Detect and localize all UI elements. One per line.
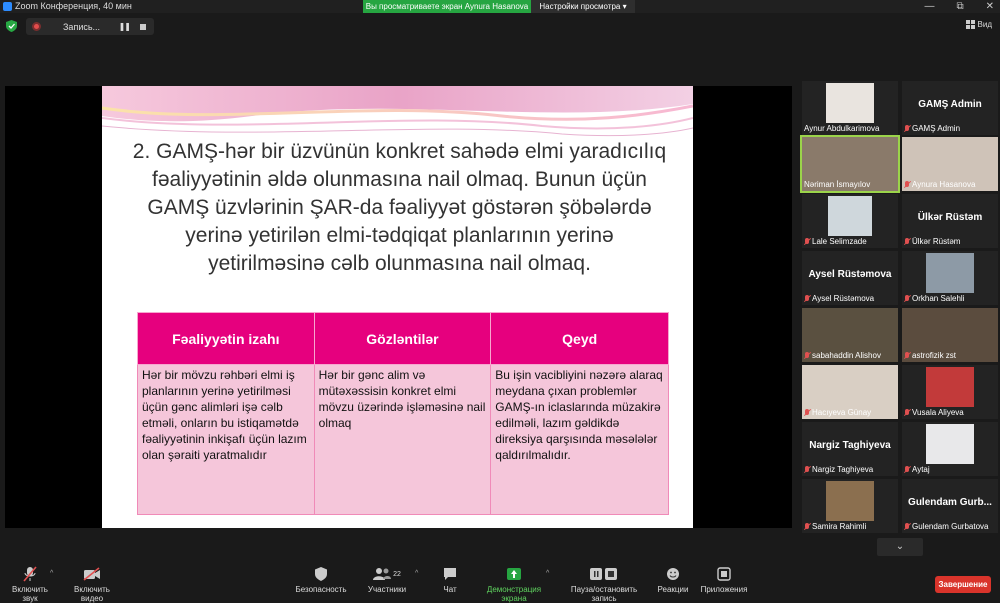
recording-label: Запись...	[63, 21, 101, 32]
muted-mic-icon	[804, 238, 810, 246]
meeting-toolbar	[0, 562, 1000, 601]
participants-count: 22	[393, 570, 401, 578]
table-cell: Bu işin vacibliyini nəzərə alaraq meydana çıxan problemlər GAMŞ-ın iclaslarında müzakirə edilməli, lazım gəldikdə direksiya qarşısında məsələlər qaldırılmalıdır.	[491, 365, 669, 515]
start-video-button[interactable]	[62, 566, 122, 603]
participant-display-name: GAMŞ Admin	[918, 99, 982, 110]
participant-name: Ülkər Rüstəm	[904, 237, 960, 246]
share-screen-label: Демонстрация экрана	[486, 585, 542, 603]
unmute-label: Включить звук	[12, 585, 48, 603]
table-header: Fəaliyyətin izahı	[138, 313, 315, 365]
participant-name: Aysel Rüstəmova	[804, 294, 874, 303]
participant-display-name: Aysel Rüstəmova	[808, 269, 892, 280]
reactions-button[interactable]	[656, 566, 690, 594]
chevron-down-icon: ▾	[622, 2, 627, 11]
muted-mic-icon	[904, 181, 910, 189]
view-label: Вид	[977, 20, 992, 29]
participant-name: astrofizik zst	[904, 351, 956, 360]
pause-recording-button[interactable]	[560, 566, 648, 603]
participant-name: GAMŞ Admin	[904, 124, 960, 133]
apps-icon	[700, 566, 748, 582]
participant-name: Orkhan Salehli	[904, 294, 964, 303]
muted-mic-icon	[904, 466, 910, 474]
participant-display-name: Ülkər Rüstəm	[917, 212, 983, 223]
restore-button[interactable]: ⧉	[956, 1, 964, 12]
zoom-logo-icon	[3, 2, 12, 11]
muted-mic-icon	[804, 352, 810, 360]
smiley-icon	[656, 566, 690, 582]
slide-header-decoration	[102, 86, 693, 146]
participant-tile[interactable]	[902, 137, 998, 191]
video-off-icon	[62, 566, 122, 582]
minimize-button[interactable]: —	[924, 1, 935, 12]
participant-name: Hacıyeva Günay	[804, 408, 871, 417]
participant-tile[interactable]	[802, 479, 898, 533]
participant-tile[interactable]	[802, 422, 898, 476]
participant-name: Lale Selimzade	[804, 237, 867, 246]
participants-options-caret[interactable]: ^	[415, 570, 419, 577]
record-icon	[32, 22, 41, 31]
muted-mic-icon	[904, 409, 910, 417]
table-header: Qeyd	[491, 313, 669, 365]
apps-button[interactable]	[700, 566, 748, 594]
participants-button[interactable]	[364, 566, 410, 594]
view-settings-button[interactable]	[531, 0, 635, 13]
participant-name: sabahaddin Alishov	[804, 351, 881, 360]
participant-name: Nargiz Taghiyeva	[804, 465, 873, 474]
muted-mic-icon	[904, 523, 910, 531]
meeting-topbar	[0, 13, 1000, 40]
participant-video	[926, 367, 974, 407]
muted-mic-icon	[904, 295, 910, 303]
participant-tile[interactable]	[802, 308, 898, 362]
chat-label: Чат	[443, 585, 457, 594]
pause-recording-label: Пауза/остановить запись	[570, 585, 638, 603]
table-cell: Hər bir gənc alim və mütəxəssisin konkret elmi mövzu üzərində işləməsinə nail olmaq	[314, 365, 491, 515]
table-cell: Hər bir mövzu rəhbəri elmi iş planlarının yerinə yetirilməsi üçün gənc alimləri işə cəlb etməli, onların bu istiqamətdə fəaliyyətinin inkişafı üçün lazım olan şəraiti yaratmalıdır	[138, 365, 315, 515]
participants-label: Участники	[367, 585, 407, 594]
participant-name: Aytaj	[904, 465, 930, 474]
participant-tile[interactable]	[802, 194, 898, 248]
reactions-label: Реакции	[657, 585, 689, 594]
participant-tile[interactable]	[902, 308, 998, 362]
presentation-slide	[102, 86, 693, 528]
muted-mic-icon	[804, 523, 810, 531]
shield-icon[interactable]	[6, 20, 17, 32]
muted-mic-icon	[904, 238, 910, 246]
participant-tile[interactable]	[902, 251, 998, 305]
pause-recording-icon[interactable]: ❚❚	[118, 22, 130, 31]
participant-tile[interactable]	[902, 194, 998, 248]
muted-mic-icon	[4, 566, 56, 582]
participant-display-name: Gulendam Gurb...	[908, 497, 992, 508]
participant-name: Aynur Abdulkarimova	[804, 124, 880, 133]
recording-indicator	[26, 18, 154, 35]
participant-video	[826, 83, 874, 123]
table-row	[138, 365, 669, 515]
participant-name: Samira Rahimli	[804, 522, 866, 531]
security-label: Безопасность	[295, 585, 347, 594]
participant-video	[926, 424, 974, 464]
table-header-row	[138, 313, 669, 365]
share-options-caret[interactable]: ^	[546, 570, 550, 577]
chevron-down-icon: ⌄	[895, 541, 905, 552]
participant-tile[interactable]	[802, 251, 898, 305]
participant-video	[828, 196, 872, 236]
window-titlebar	[0, 0, 1000, 13]
muted-mic-icon	[804, 295, 810, 303]
pause-stop-recording-icon	[560, 566, 648, 582]
app-title-text: Zoom Конференция, 40 мин	[15, 1, 132, 11]
grid-view-icon	[966, 20, 975, 29]
shield-icon	[294, 566, 348, 582]
security-button[interactable]	[294, 566, 348, 594]
share-banner: Вы просматриваете экран Aynura Hasanova	[363, 0, 531, 13]
participant-tile[interactable]	[902, 422, 998, 476]
app-title	[3, 0, 132, 13]
participant-name: Nəriman İsmayılov	[804, 180, 871, 189]
participant-video	[826, 481, 874, 521]
apps-label: Приложения	[700, 585, 748, 594]
window-controls	[924, 0, 994, 13]
participant-name: Vusala Aliyeva	[904, 408, 964, 417]
participant-tile[interactable]	[802, 365, 898, 419]
view-button[interactable]	[966, 20, 992, 29]
end-meeting-button[interactable]: Завершение	[935, 576, 991, 593]
participant-name: Gulendam Gurbatova	[904, 522, 989, 531]
muted-mic-icon	[804, 466, 810, 474]
muted-mic-icon	[804, 409, 810, 417]
participant-name: Aynura Hasanova	[904, 180, 975, 189]
participant-tile[interactable]	[902, 81, 998, 135]
share-screen-button[interactable]	[476, 566, 552, 603]
participant-tile[interactable]	[902, 365, 998, 419]
chat-icon	[438, 566, 462, 582]
participant-video	[926, 253, 974, 293]
gallery-next-page-button[interactable]	[877, 538, 923, 556]
slide-title: 2. GAMŞ-hər bir üzvünün konkret sahədə elmi yaradıcılıq fəaliyyətinin əldə olunmasına nail olmaq. Bunun üçün GAMŞ üzvlərinin ŞAR-da fəaliyyət göstərən şöbələrdə yerinə yetirilən elmi-tədqiqat planlarının yerinə yetirilməsinə cəlb olunmasına nail olmaq.	[132, 140, 667, 275]
close-button[interactable]: ✕	[985, 1, 994, 12]
chat-button[interactable]	[438, 566, 462, 594]
participant-tile[interactable]	[902, 479, 998, 533]
participant-tile[interactable]	[802, 81, 898, 135]
audio-options-caret[interactable]: ^	[50, 570, 54, 577]
share-screen-icon	[476, 566, 552, 582]
unmute-button[interactable]	[4, 566, 56, 603]
participants-icon	[364, 566, 410, 582]
table-header: Gözləntilər	[314, 313, 491, 365]
participant-display-name: Nargiz Taghiyeva	[809, 440, 891, 451]
view-settings-label: Настройки просмотра	[539, 2, 621, 11]
participant-tile-active-speaker[interactable]	[802, 137, 898, 191]
muted-mic-icon	[904, 352, 910, 360]
stop-recording-icon[interactable]	[140, 24, 146, 30]
start-video-label: Включить видео	[74, 585, 110, 603]
slide-table	[137, 312, 669, 515]
muted-mic-icon	[904, 125, 910, 133]
